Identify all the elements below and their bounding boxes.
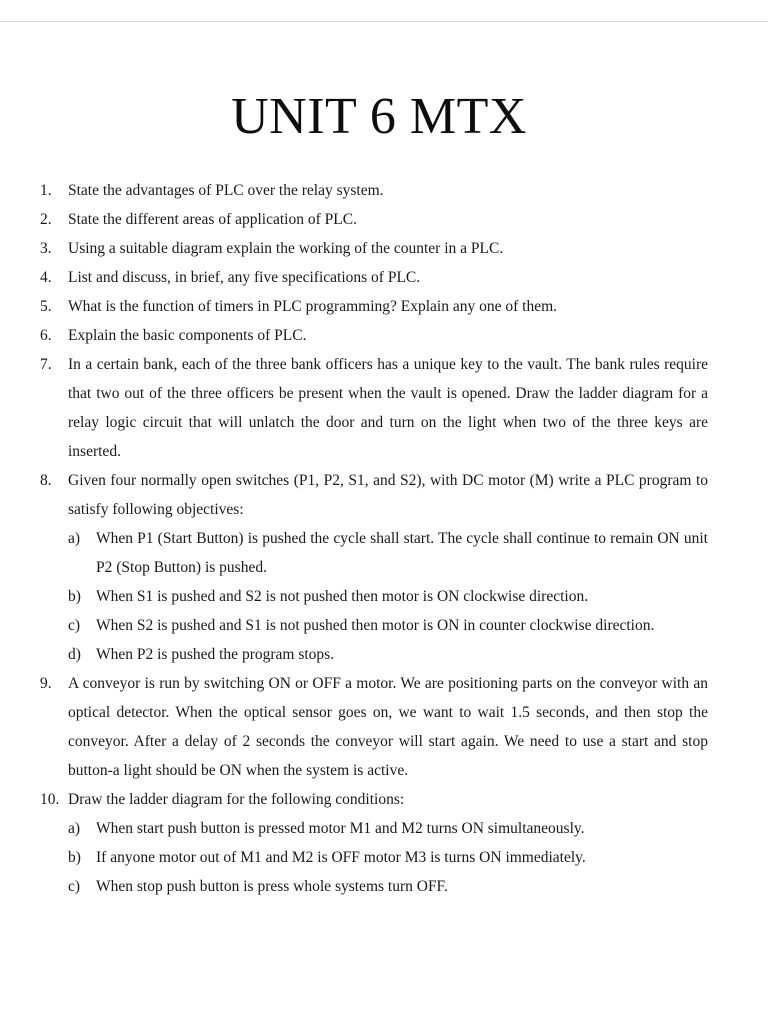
sub-question-text: When S1 is pushed and S2 is not pushed then motor is ON clockwise direction. — [96, 588, 589, 605]
sub-question-letter: c) — [68, 617, 81, 634]
sub-question — [68, 872, 708, 901]
sub-question-letter: d) — [68, 646, 81, 663]
sub-question — [68, 524, 708, 582]
question-1 — [0, 176, 768, 205]
question-5 — [0, 292, 768, 321]
question-text: Using a suitable diagram explain the working of the counter in a PLC. — [68, 240, 504, 257]
sub-question-letter: a) — [68, 820, 81, 837]
question-number: 1. — [40, 182, 52, 199]
sub-question-letter: b) — [68, 588, 81, 605]
question-text: Explain the basic components of PLC. — [68, 327, 307, 344]
question-text: State the advantages of PLC over the relay system. — [68, 182, 384, 199]
question-text: List and discuss, in brief, any five specifications of PLC. — [68, 269, 421, 286]
sub-question-letter: b) — [68, 849, 81, 866]
question-4 — [0, 263, 768, 292]
sub-question — [68, 640, 708, 669]
sub-question-list — [68, 814, 708, 901]
sub-question-letter: a) — [68, 530, 81, 547]
question-text: Draw the ladder diagram for the following conditions: — [68, 791, 405, 808]
question-number: 10. — [40, 791, 60, 808]
question-list — [0, 176, 768, 901]
question-text: A conveyor is run by switching ON or OFF a motor. We are positioning parts on the conveyor with an optical detector. When the optical sensor goes on, we want to wait 1.5 seconds, and then stop the conveyor. After a delay of 2 seconds the conveyor will start again. We need to use a start and stop button-a light should be ON when the system is active. — [68, 675, 708, 779]
question-number: 9. — [40, 675, 52, 692]
sub-question-text: When S2 is pushed and S1 is not pushed then motor is ON in counter clockwise direction. — [96, 617, 655, 634]
sub-question-text: If anyone motor out of M1 and M2 is OFF motor M3 is turns ON immediately. — [96, 849, 586, 866]
sub-question-text: When P2 is pushed the program stops. — [96, 646, 335, 663]
page-title: UNIT 6 MTX — [231, 87, 527, 145]
question-text: Given four normally open switches (P1, P2, S1, and S2), with DC motor (M) write a PLC program to satisfy following objectives: — [68, 472, 708, 518]
sub-question — [68, 611, 708, 640]
question-number: 4. — [40, 269, 52, 286]
question-text: In a certain bank, each of the three bank officers has a unique key to the vault. The bank rules require that two out of the three officers be present when the vault is opened. Draw the ladder diagram for a relay logic circuit that will unlatch the door and turn on the light when two of the three keys are inserted. — [68, 356, 708, 460]
question-text: What is the function of timers in PLC programming? Explain any one of them. — [68, 298, 558, 315]
question-number: 8. — [40, 472, 52, 489]
question-7 — [0, 350, 768, 466]
sub-question-letter: c) — [68, 878, 81, 895]
question-8 — [0, 466, 768, 669]
sub-question — [68, 814, 708, 843]
question-10 — [0, 785, 768, 901]
question-2 — [0, 205, 768, 234]
question-number: 2. — [40, 211, 52, 228]
question-3 — [0, 234, 768, 263]
sub-question-text: When P1 (Start Button) is pushed the cycle shall start. The cycle shall continue to remain ON unit P2 (Stop Button) is pushed. — [96, 530, 708, 576]
question-text: State the different areas of application of PLC. — [68, 211, 357, 228]
top-divider — [0, 21, 768, 22]
question-6 — [0, 321, 768, 350]
question-9 — [0, 669, 768, 785]
sub-question — [68, 843, 708, 872]
sub-question-text: When start push button is pressed motor M1 and M2 turns ON simultaneously. — [96, 820, 585, 837]
question-number: 5. — [40, 298, 52, 315]
sub-question-text: When stop push button is press whole systems turn OFF. — [96, 878, 448, 895]
question-number: 3. — [40, 240, 52, 257]
sub-question — [68, 582, 708, 611]
question-number: 7. — [40, 356, 52, 373]
sub-question-list — [68, 524, 708, 669]
question-number: 6. — [40, 327, 52, 344]
